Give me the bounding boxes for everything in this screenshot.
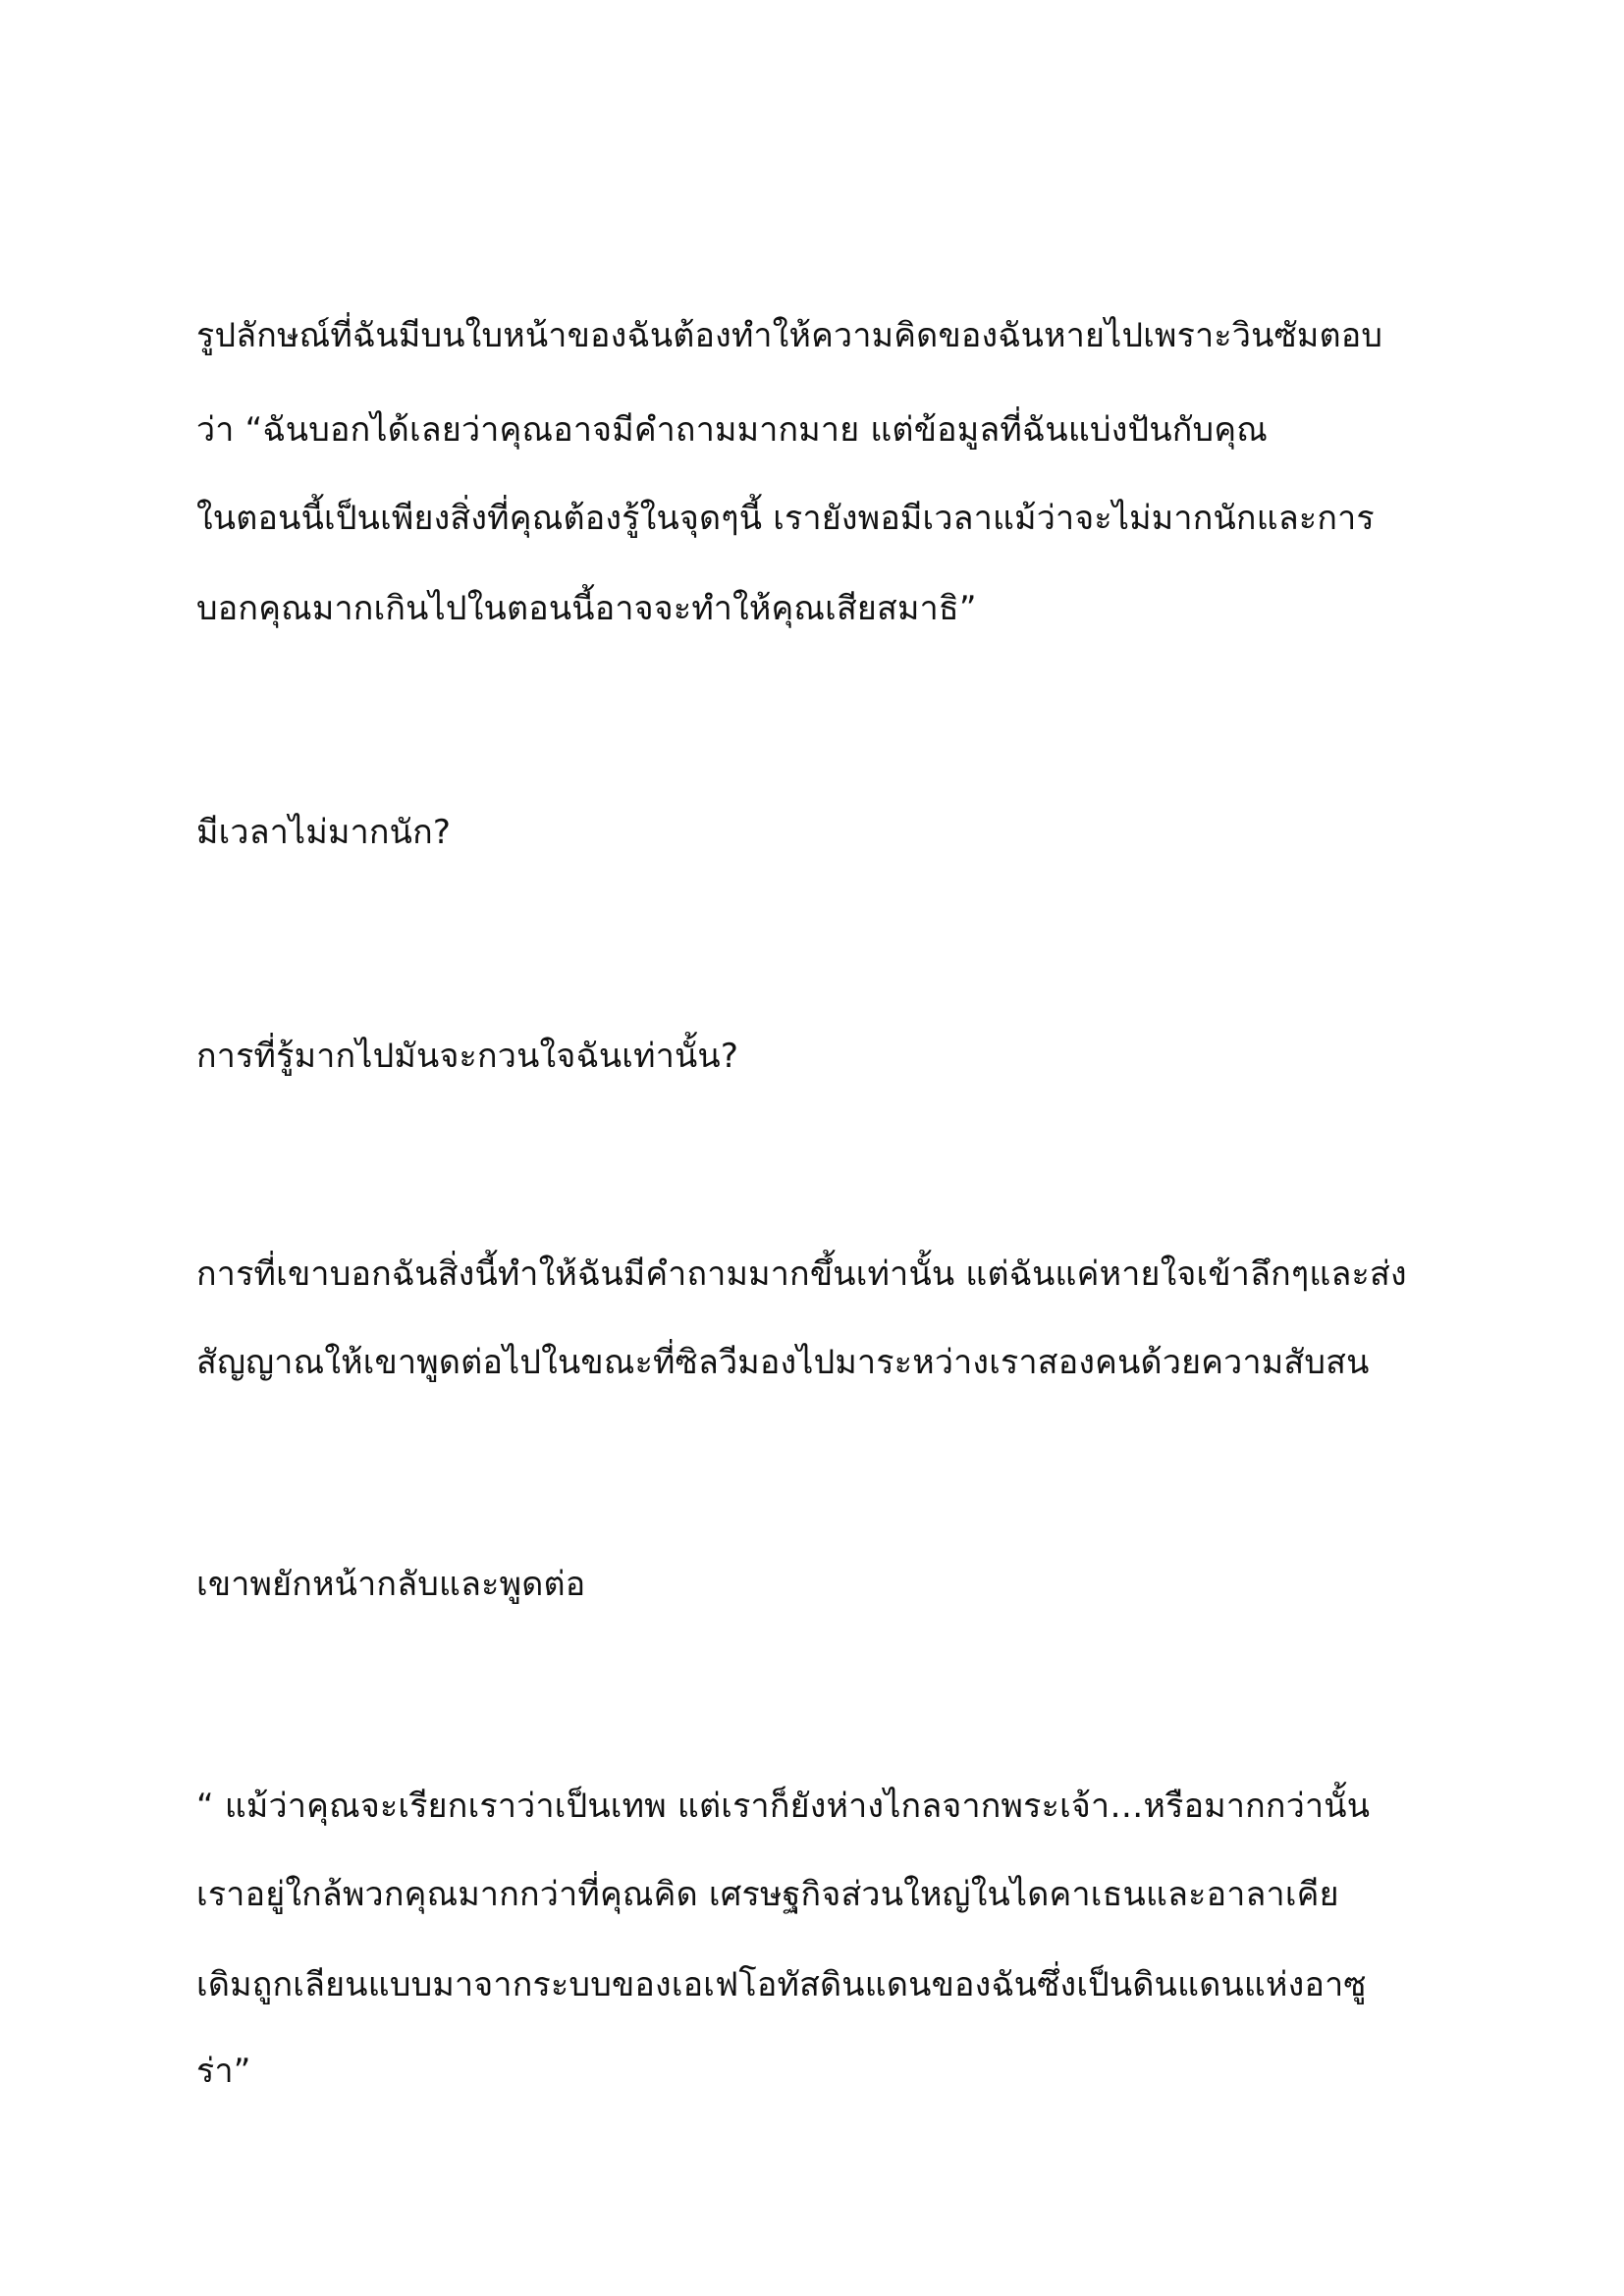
text-line: การที่เขาบอกฉันสิ่งนี้ทำให้ฉันมีคำถามมากขึ้นเท่านั้น แต่ฉันแค่หายใจเข้าลึกๆและส่ง: [196, 1255, 1407, 1294]
text-line: เราอยู่ใกล้พวกคุณมากกว่าที่คุณคิด เศรษฐกิจส่วนใหญ่ในไดคาเธนและอาลาเคีย: [196, 1875, 1339, 1914]
text-line: มีเวลาไม่มากนัก?: [196, 813, 452, 852]
text-line: รูปลักษณ์ที่ฉันมีบนใบหน้าของฉันต้องทำให้ความคิดของฉันหายไปเพราะวินซัมตอบ: [196, 316, 1383, 355]
text-line: บอกคุณมากเกินไปในตอนนี้อาจจะทำให้คุณเสียสมาธิ”: [196, 589, 977, 628]
text-line: เขาพยักหน้ากลับและพูดต่อ: [196, 1565, 586, 1604]
text-line: การที่รู้มากไปมันจะกวนใจฉันเท่านั้น?: [196, 1037, 739, 1076]
text-line: ในตอนนี้เป็นเพียงสิ่งที่คุณต้องรู้ในจุดๆนี้ เรายังพอมีเวลาแม้ว่าจะไม่มากนักและการ: [196, 499, 1375, 538]
text-line: “ แม้ว่าคุณจะเรียกเราว่าเป็นเทพ แต่เราก็ยังห่างไกลจากพระเจ้า…หรือมากกว่านั้น: [196, 1787, 1371, 1826]
text-line: เดิมถูกเลียนแบบมาจากระบบของเอเฟโอทัสดินแดนของฉันซึ่งเป็นดินแดนแห่งอาซู: [196, 1965, 1367, 2004]
text-line: ว่า “ฉันบอกได้เลยว่าคุณอาจมีคำถามมากมาย แต่ข้อมูลที่ฉันแบ่งปันกับคุณ: [196, 410, 1269, 450]
text-line: สัญญาณให้เขาพูดต่อไปในขณะที่ซิลวีมองไปมาระหว่างเราสองคนด้วยความสับสน: [196, 1343, 1370, 1382]
text-line: ร่า”: [196, 2052, 251, 2091]
